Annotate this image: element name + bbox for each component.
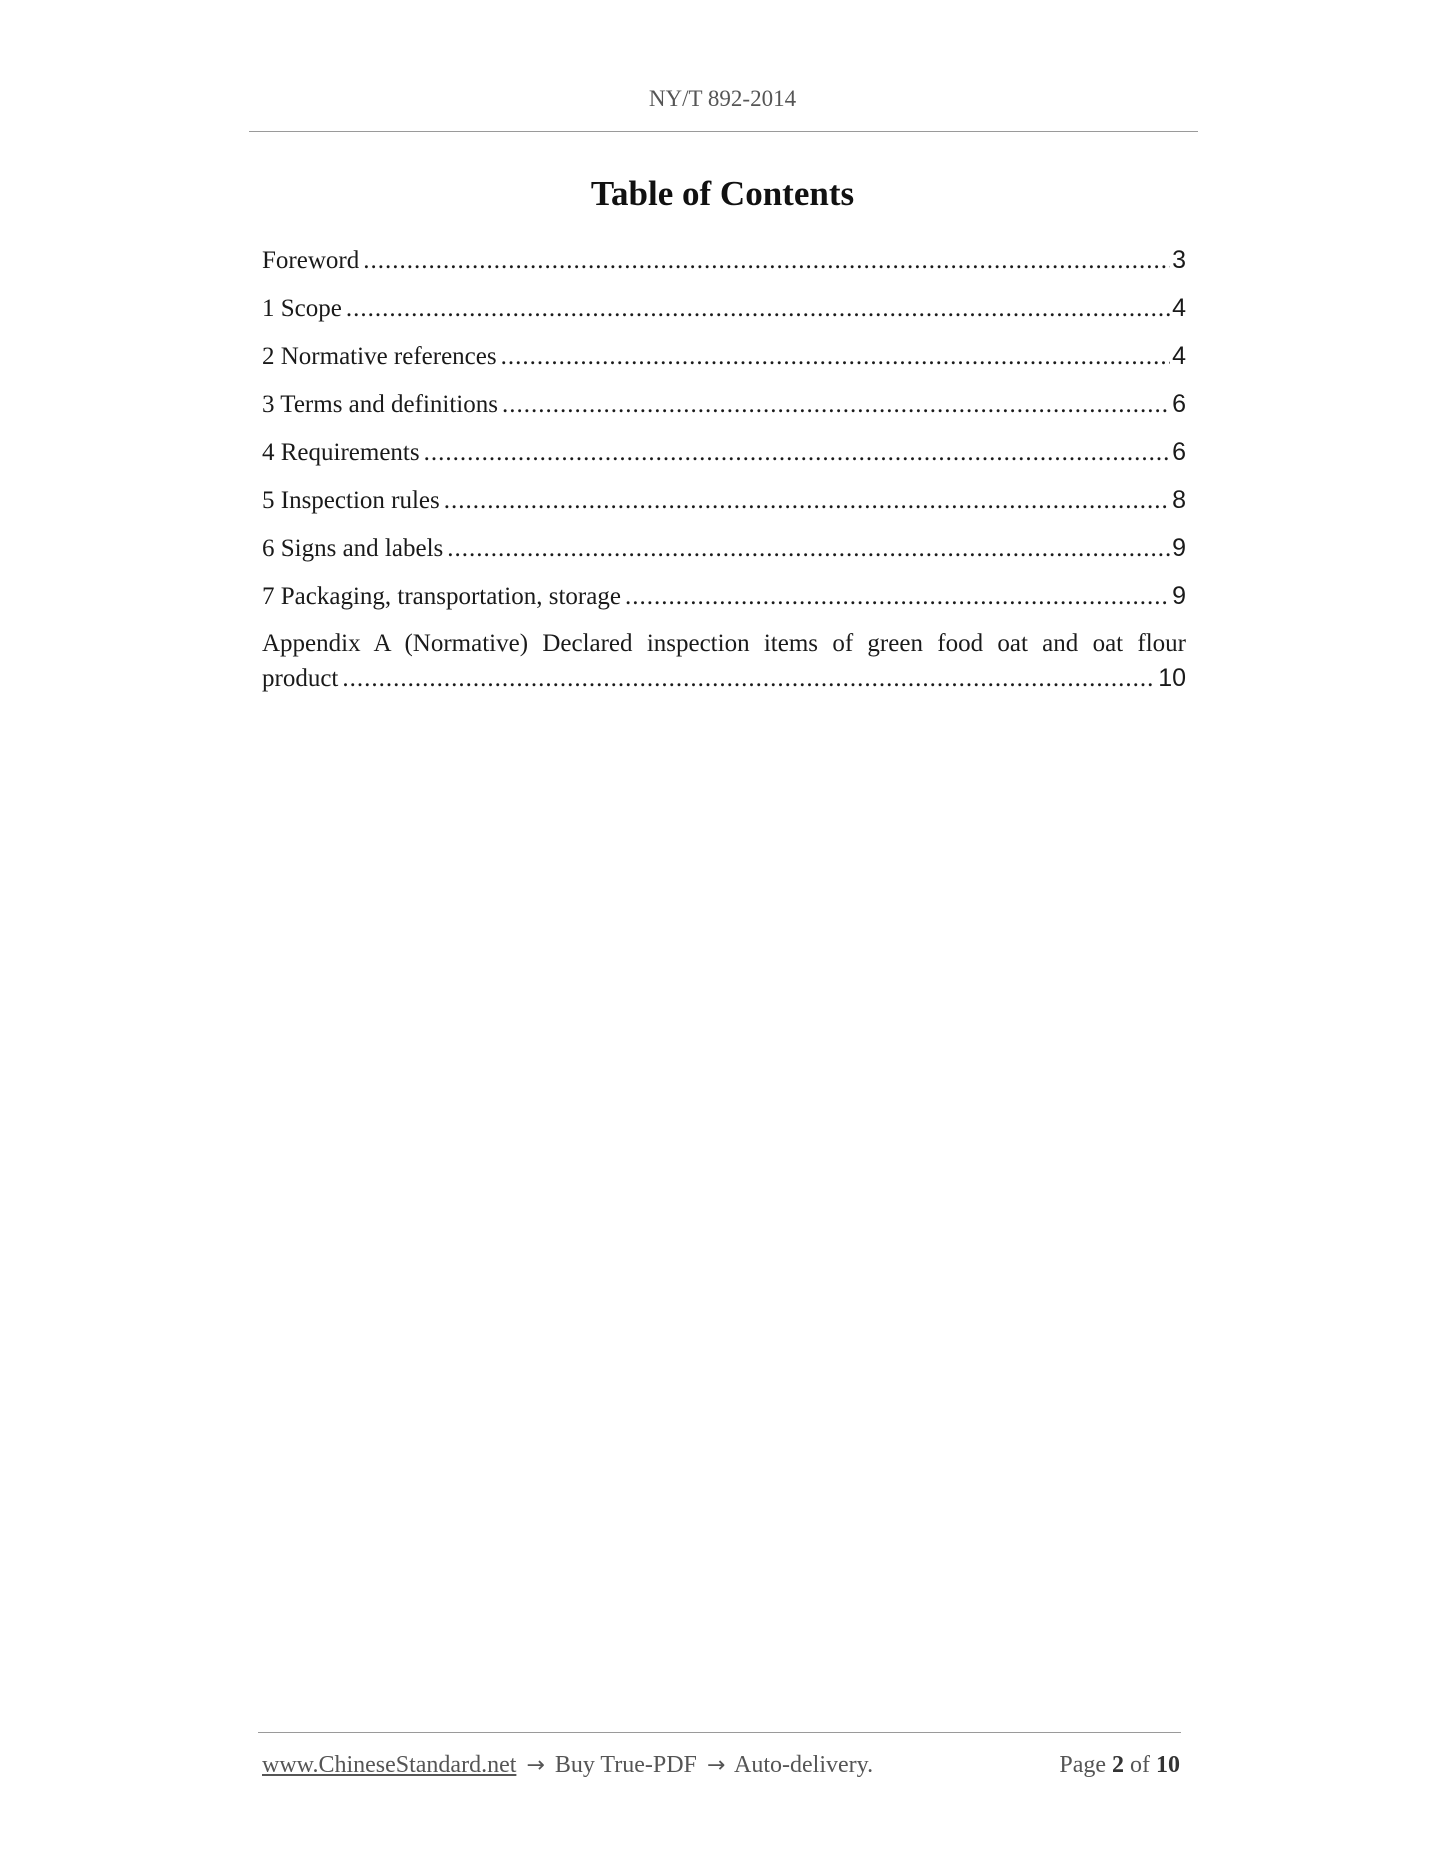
- toc-entry-packaging[interactable]: [262, 579, 1186, 627]
- toc-entry-label: 3 Terms and definitions: [262, 391, 498, 418]
- arrow-right-icon: →: [526, 1753, 545, 1778]
- arrow-right-icon: →: [706, 1753, 726, 1778]
- toc-dot-leader: [363, 244, 1170, 278]
- toc-entry-page: 9: [1172, 534, 1186, 562]
- toc-entry-label: 6 Signs and labels: [262, 535, 444, 562]
- toc-entry-page: 3: [1172, 246, 1186, 274]
- toc-dot-leader: [447, 532, 1170, 566]
- toc-entry-appendix-a[interactable]: [262, 627, 1186, 696]
- toc-dot-leader: [346, 292, 1170, 326]
- toc-entry-continuation: [262, 661, 1186, 696]
- toc-entry-page: 4: [1172, 342, 1186, 370]
- toc-entry-label: 1 Scope: [262, 295, 342, 322]
- toc-entry-label: Appendix A (Normative) Declared inspection items of green food oat and oat flour: [262, 630, 1186, 657]
- header-divider: [249, 131, 1198, 132]
- toc-dot-leader: [502, 388, 1170, 422]
- toc-entry-page: 9: [1172, 582, 1186, 610]
- website-link[interactable]: www.ChineseStandard.net: [262, 1752, 517, 1778]
- toc-entry-requirements[interactable]: [262, 435, 1186, 483]
- page-footer: [262, 1752, 1180, 1786]
- page-word: Page: [1059, 1752, 1106, 1778]
- toc-entry-label: Foreword: [262, 247, 360, 274]
- toc-dot-leader: [625, 580, 1170, 614]
- footer-divider: [258, 1732, 1181, 1733]
- toc-entry-foreword[interactable]: [262, 243, 1186, 291]
- buy-true-pdf-text: Buy True-PDF: [554, 1752, 697, 1778]
- toc-title: Table of Contents: [590, 174, 855, 213]
- toc-dot-leader: [501, 340, 1170, 374]
- toc-entry-signs-and-labels[interactable]: [262, 531, 1186, 579]
- of-word: of: [1130, 1752, 1150, 1778]
- document-code-header: NY/T 892-2014: [648, 86, 797, 111]
- toc-entry-page: 8: [1172, 486, 1186, 514]
- toc-entry-label-continuation: product: [262, 665, 339, 692]
- toc-entry-page: 6: [1172, 438, 1186, 466]
- toc-dot-leader: [342, 662, 1156, 696]
- table-of-contents: [262, 243, 1186, 696]
- auto-delivery-text: Auto-delivery.: [734, 1752, 874, 1778]
- toc-entry-label: 4 Requirements: [262, 439, 420, 466]
- toc-entry-inspection-rules[interactable]: [262, 483, 1186, 531]
- toc-entry-normative-references[interactable]: [262, 339, 1186, 387]
- footer-promo: [262, 1752, 873, 1779]
- toc-entry-label: 5 Inspection rules: [262, 487, 440, 514]
- toc-entry-label: 7 Packaging, transportation, storage: [262, 583, 621, 610]
- toc-entry-page: 10: [1158, 664, 1186, 692]
- toc-entry-label: 2 Normative references: [262, 343, 497, 370]
- toc-dot-leader: [424, 436, 1170, 470]
- toc-entry-page: 4: [1172, 294, 1186, 322]
- toc-entry-terms-and-definitions[interactable]: [262, 387, 1186, 435]
- page-number: [1059, 1752, 1180, 1779]
- toc-dot-leader: [444, 484, 1170, 518]
- toc-entry-page: 6: [1172, 390, 1186, 418]
- total-page-count: 10: [1156, 1752, 1180, 1778]
- toc-entry-scope[interactable]: [262, 291, 1186, 339]
- current-page-number: 2: [1112, 1752, 1124, 1778]
